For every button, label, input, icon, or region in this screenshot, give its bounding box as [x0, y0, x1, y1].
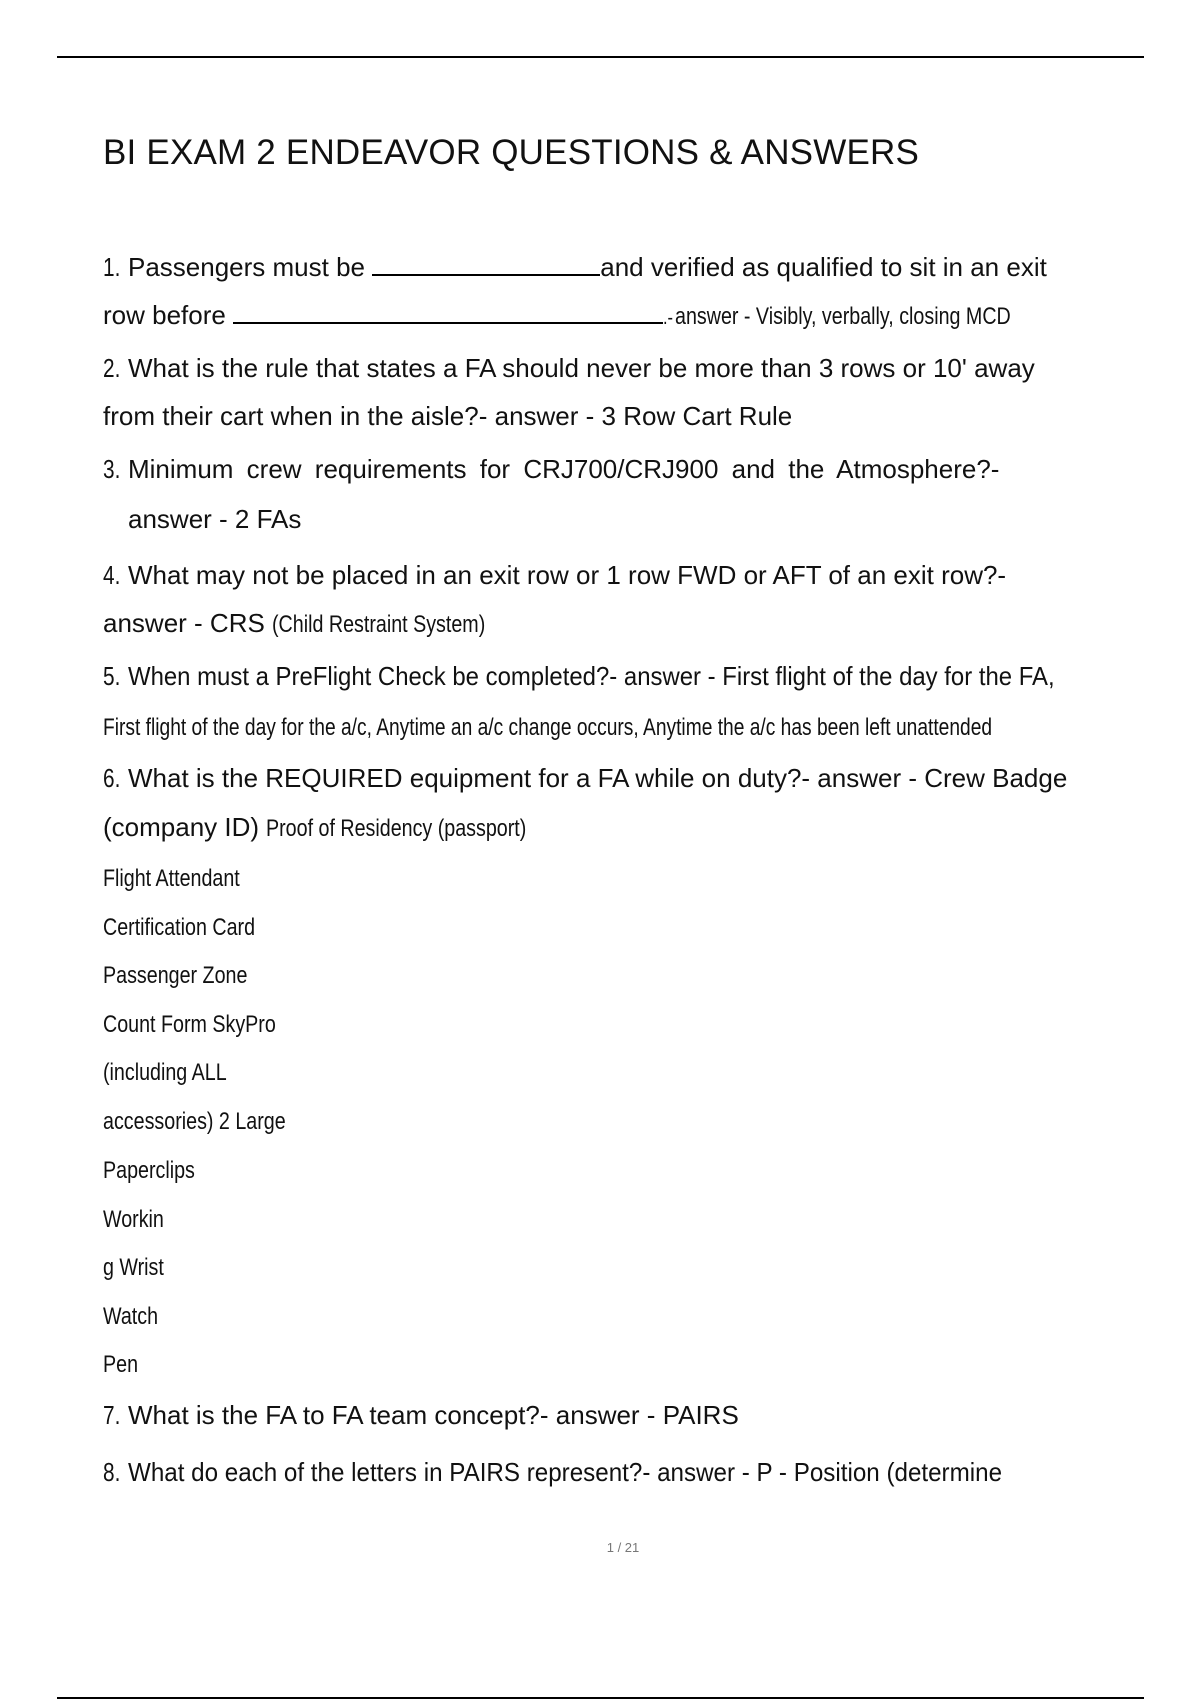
- list-item: Watch: [103, 1303, 159, 1330]
- question-6-line-2: [103, 810, 584, 846]
- question-1-line-2: [103, 298, 1085, 335]
- list-item: Workin: [103, 1206, 164, 1233]
- list-item: accessories) 2 Large: [103, 1108, 286, 1135]
- question-7-line-1: [103, 1398, 739, 1432]
- question-2-line-2: [103, 399, 792, 433]
- question-text: What is the rule that states a FA should never be more than 3 rows or 10' away: [128, 353, 1035, 383]
- list-item: Flight Attendant: [103, 865, 240, 892]
- answer-text: answer - 2 FAs: [128, 504, 302, 534]
- top-rule: [57, 56, 1144, 58]
- question-8-line-1: [103, 1455, 1068, 1489]
- list-item: Certification Card: [103, 914, 256, 941]
- question-answer-text: from their cart when in the aisle?- answer - 3 Row Cart Rule: [103, 401, 793, 431]
- question-6-line-1: [103, 761, 1067, 795]
- list-item: Count Form SkyPro: [103, 1011, 276, 1038]
- fill-blank-1: [372, 252, 600, 276]
- question-text: Passengers must be: [128, 252, 373, 282]
- question-text: What is the FA to FA team concept?- answer - PAIRS: [128, 1400, 739, 1430]
- question-2-line-1: [103, 351, 1035, 385]
- question-text: What is the REQUIRED equipment for a FA while on duty?- answer - Crew Badge: [128, 763, 1068, 793]
- question-number: 7.: [103, 1400, 121, 1430]
- question-5-line-2: [103, 709, 1200, 745]
- answer-text: answer - CRS: [103, 608, 273, 638]
- question-1-line-1: [103, 250, 1047, 284]
- answer-text: (company ID): [103, 812, 267, 842]
- question-number: 6.: [103, 763, 121, 793]
- list-item: Passenger Zone: [103, 962, 248, 989]
- question-5-line-1: [103, 659, 1135, 693]
- question-4-line-2: [103, 606, 532, 642]
- question-number: 8.: [103, 1457, 121, 1487]
- question-4-line-1: [103, 558, 1006, 592]
- list-item: Paperclips: [103, 1157, 195, 1184]
- answer-text: answer - Visibly, verbally, closing MCD: [675, 303, 1012, 330]
- list-item: (including ALL: [103, 1059, 227, 1086]
- question-text: Minimum crew requirements for CRJ700/CRJ900 and the Atmosphere?-: [128, 454, 1000, 484]
- page-number: 1 / 21: [606, 1540, 640, 1555]
- fill-blank-2: [233, 300, 663, 324]
- question-number: 1.: [103, 252, 121, 282]
- question-text: .-: [663, 307, 674, 329]
- bottom-rule: [57, 1697, 1144, 1699]
- question-number: 2.: [103, 353, 121, 383]
- question-text: row before: [103, 300, 234, 330]
- question-text: When must a PreFlight Check be completed?- answer - First flight of the day for the FA,: [128, 661, 1055, 691]
- question-number: 3.: [103, 454, 121, 484]
- answer-text-small: Proof of Residency (passport): [266, 815, 527, 842]
- question-number: 4.: [103, 560, 121, 590]
- document-title: BI EXAM 2 ENDEAVOR QUESTIONS & ANSWERS: [103, 133, 920, 172]
- question-3-line-2: [103, 502, 301, 536]
- question-text: What may not be placed in an exit row or 1 row FWD or AFT of an exit row?-: [128, 560, 1007, 590]
- question-3-line-1: [103, 452, 999, 486]
- question-text: and verified as qualified to sit in an exit: [600, 252, 1047, 282]
- answer-text: First flight of the day for the a/c, Anytime an a/c change occurs, Anytime the a/c has been left unattended: [103, 714, 993, 741]
- answer-text-small: (Child Restraint System): [272, 611, 486, 638]
- question-text: What do each of the letters in PAIRS represent?- answer - P - Position (determine: [128, 1457, 1003, 1487]
- list-item: g Wrist: [103, 1254, 164, 1281]
- question-number: 5.: [103, 661, 121, 691]
- list-item: Pen: [103, 1351, 139, 1378]
